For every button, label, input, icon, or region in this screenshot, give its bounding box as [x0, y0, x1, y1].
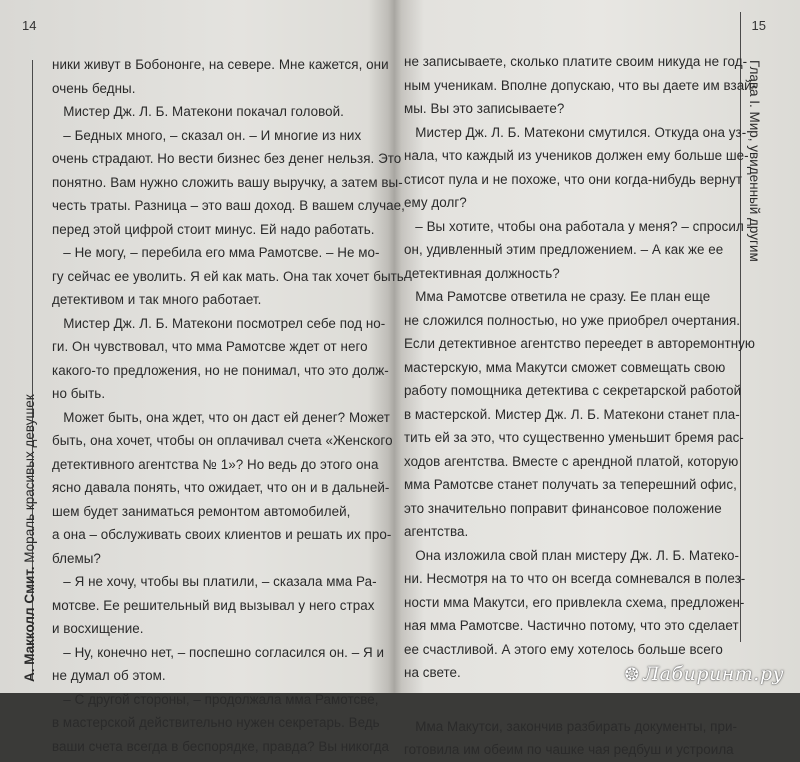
text-line: Мистер Дж. Л. Б. Матекони посмотрел себе под но-	[52, 315, 386, 331]
text-line: Мистер Дж. Л. Б. Матекони покачал головой.	[52, 104, 344, 119]
text-line: очень страдают. Но вести бизнес без денег нельзя. Это	[52, 151, 402, 166]
text-line: – Не могу, – перебила его мма Рамотсве. – Не мо-	[52, 245, 380, 260]
text-line: – Ну, конечно нет, – поспешно согласился он. – Я и	[52, 644, 385, 660]
text-line: ни. Несмотря на то что он всегда сомневался в полез-	[404, 571, 746, 586]
text-line: детективом и так много работает.	[52, 292, 262, 307]
text-line: детективного агентства № 1»? Но ведь до этого она	[52, 456, 379, 472]
text-line: Мистер Дж. Л. Б. Матекони смутился. Откуда она уз-	[404, 124, 747, 140]
text-line: ным ученикам. Вполне допускаю, что вы даете им взай-	[404, 77, 757, 93]
running-head-author: А. Макколл Смит.	[22, 566, 37, 682]
text-line: мотсве. Ее решительный вид вызывал у него страх	[52, 597, 375, 613]
text-line: ная мма Рамотсве. Частично потому, что это сделает	[404, 618, 739, 633]
text-line: Мма Макутси, закончив разбирать документы, при-	[404, 718, 737, 734]
right-running-head: Глава I. Мир, увиденный другим	[747, 60, 762, 262]
right-page-number: 15	[751, 18, 766, 33]
text-line: очень бедны.	[52, 80, 136, 96]
text-line: но быть.	[52, 386, 106, 401]
text-line: детективная должность?	[404, 265, 560, 281]
left-page-body	[52, 53, 405, 758]
text-line: тить ей за это, что существенно уменьшит бремя рас-	[404, 430, 744, 445]
text-line: Если детективное агентство переедет в авторемонтную	[404, 336, 756, 351]
running-head-book-title: Мораль красивых девушек	[22, 394, 37, 567]
text-line: – Бедных много, – сказал он. – И многие из них	[52, 127, 362, 143]
text-line: Она изложила свой план мистеру Дж. Л. Б. Матеко-	[404, 547, 740, 563]
text-line: стисот пула и не похоже, что они когда-нибудь вернут	[404, 171, 743, 187]
section-break	[404, 685, 756, 715]
text-line: ники живут в Бобононге, на севере. Мне кажется, они	[52, 57, 389, 72]
text-line: в мастерской действительно нужен секретарь. Ведь	[52, 715, 380, 730]
left-running-head	[22, 394, 37, 682]
text-line: Может быть, она ждет, что он даст ей денег? Может	[52, 409, 390, 425]
text-line: – Я не хочу, чтобы вы платили, – сказала мма Ра-	[52, 574, 377, 589]
text-line: блемы?	[52, 550, 101, 566]
text-line: мы. Вы это записываете?	[404, 101, 565, 116]
text-line: ваши счета всегда в беспорядке, правда? Вы никогда	[52, 738, 390, 754]
text-line: быть, она хочет, чтобы он оплачивал счета «Женского	[52, 433, 393, 448]
labirint-watermark	[625, 663, 784, 685]
left-page-number: 14	[22, 18, 37, 33]
text-line: мастерскую, мма Макутси сможет совмещать свою	[404, 359, 726, 375]
text-line: он, удивленный этим предложением. – А как же ее	[404, 242, 724, 257]
text-line: на свете.	[404, 665, 461, 680]
text-line: не сложился полностью, но уже приобрел очертания.	[404, 312, 741, 328]
text-line: не записываете, сколько платите своим никуда не год-	[404, 54, 748, 69]
text-line: шем будет заниматься ремонтом автомобилей,	[52, 503, 351, 519]
text-line: Мма Рамотсве ответила не сразу. Ее план еще	[404, 289, 711, 304]
text-line: какого-то предложения, но не понимал, что это долж-	[52, 362, 389, 378]
text-line: – С другой стороны, – продолжала мма Рамотсве,	[52, 691, 379, 707]
text-line: и восхищение.	[52, 621, 144, 636]
text-line: ясно давала понять, что ожидает, что он и в дальней-	[52, 480, 390, 495]
text-line: ему долг?	[404, 195, 467, 210]
right-page	[392, 0, 800, 757]
text-line: честь траты. Разница – это ваш доход. В вашем случае,	[52, 198, 405, 213]
text-line: ности мма Макутси, его привлекла схема, предложен-	[404, 594, 745, 610]
text-line: мма Рамотсве станет получать за теперешний офис,	[404, 477, 737, 492]
right-page-body	[404, 50, 756, 762]
text-line: готовила им обеим по чашке чая редбуш и устроила	[404, 742, 734, 757]
text-line: ее счастливой. А этого ему хотелось больше всего	[404, 641, 723, 657]
watermark-text: Лабиринт.ру	[643, 663, 784, 685]
labyrinth-logo-icon: ❂	[624, 665, 640, 685]
text-line: перед этой цифрой стоит минус. Ей надо работать.	[52, 221, 375, 237]
text-line: ги. Он чувствовал, что мма Рамотсве ждет от него	[52, 339, 368, 354]
text-line: гу сейчас ее уволить. Я ей как мать. Она так хочет быть	[52, 268, 404, 284]
text-line: в мастерской. Мистер Дж. Л. Б. Матекони станет пла-	[404, 406, 740, 422]
text-line: ходов агентства. Вместе с арендной платой, которую	[404, 453, 739, 469]
text-line: агентства.	[404, 524, 469, 539]
text-line: это значительно поправит финансовое положение	[404, 500, 722, 516]
text-line: не думал об этом.	[52, 668, 166, 683]
text-line: нала, что каждый из учеников должен ему больше ше-	[404, 148, 749, 163]
text-line: а она – обслуживать своих клиентов и решать их про-	[52, 527, 392, 542]
text-line: понятно. Вам нужно сложить вашу выручку, а затем вы-	[52, 174, 403, 190]
text-line: работу помощника детектива с секретарской работой	[404, 383, 742, 398]
text-line: – Вы хотите, чтобы она работала у меня? – спросил	[404, 218, 744, 234]
